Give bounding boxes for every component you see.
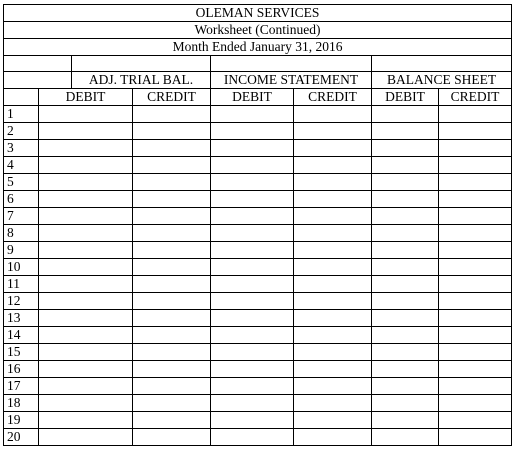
adj-debit-cell[interactable] — [39, 123, 133, 140]
adj-credit-cell[interactable] — [133, 361, 211, 378]
adj-credit-cell[interactable] — [133, 395, 211, 412]
is-credit-cell[interactable] — [294, 310, 372, 327]
adj-credit-cell[interactable] — [133, 344, 211, 361]
bs-credit-cell[interactable] — [439, 344, 512, 361]
adj-credit-cell[interactable] — [133, 378, 211, 395]
is-debit-cell[interactable] — [211, 310, 294, 327]
row-number: 6 — [4, 191, 39, 208]
bs-credit-cell[interactable] — [439, 378, 512, 395]
row-number: 16 — [4, 361, 39, 378]
bs-debit-cell[interactable] — [372, 191, 439, 208]
bs-credit-cell[interactable] — [439, 259, 512, 276]
row-number: 4 — [4, 157, 39, 174]
column-header-credit: CREDIT — [294, 89, 372, 106]
adj-debit-cell[interactable] — [39, 412, 133, 429]
is-credit-cell[interactable] — [294, 395, 372, 412]
adj-debit-cell[interactable] — [39, 344, 133, 361]
worksheet-row — [4, 378, 512, 395]
is-debit-cell[interactable] — [211, 429, 294, 446]
worksheet-row — [4, 395, 512, 412]
blank-cell[interactable] — [372, 56, 512, 72]
adj-debit-cell[interactable] — [39, 225, 133, 242]
row-number: 18 — [4, 395, 39, 412]
section-balance-sheet: BALANCE SHEET — [372, 72, 512, 89]
is-debit-cell[interactable] — [211, 123, 294, 140]
adj-debit-cell[interactable] — [39, 327, 133, 344]
company-name: OLEMAN SERVICES — [4, 5, 512, 22]
bs-debit-cell[interactable] — [372, 310, 439, 327]
adj-debit-cell[interactable] — [39, 242, 133, 259]
adj-credit-cell[interactable] — [133, 157, 211, 174]
row-number: 12 — [4, 293, 39, 310]
is-credit-cell[interactable] — [294, 242, 372, 259]
adj-credit-cell[interactable] — [133, 293, 211, 310]
row-number: 14 — [4, 327, 39, 344]
column-header-credit: CREDIT — [133, 89, 211, 106]
is-credit-cell[interactable] — [294, 327, 372, 344]
bs-debit-cell[interactable] — [372, 429, 439, 446]
worksheet-row — [4, 191, 512, 208]
column-header-debit: DEBIT — [372, 89, 439, 106]
bs-debit-cell[interactable] — [372, 259, 439, 276]
adj-debit-cell[interactable] — [39, 259, 133, 276]
worksheet-row — [4, 242, 512, 259]
account-title-header — [4, 72, 72, 89]
row-number-header — [4, 89, 39, 106]
worksheet-row — [4, 157, 512, 174]
worksheet-row — [4, 259, 512, 276]
column-header-debit: DEBIT — [211, 89, 294, 106]
is-credit-cell[interactable] — [294, 191, 372, 208]
worksheet-row — [4, 106, 512, 123]
is-credit-cell[interactable] — [294, 412, 372, 429]
bs-debit-cell[interactable] — [372, 174, 439, 191]
blank-cell[interactable] — [211, 56, 372, 72]
bs-debit-cell[interactable] — [372, 225, 439, 242]
bs-debit-cell[interactable] — [372, 293, 439, 310]
row-number: 20 — [4, 429, 39, 446]
bs-debit-cell[interactable] — [372, 123, 439, 140]
is-debit-cell[interactable] — [211, 378, 294, 395]
worksheet-title: Worksheet (Continued) — [4, 22, 512, 39]
worksheet-row — [4, 429, 512, 446]
bs-credit-cell[interactable] — [439, 327, 512, 344]
worksheet-row — [4, 327, 512, 344]
adj-credit-cell[interactable] — [133, 106, 211, 123]
row-number: 1 — [4, 106, 39, 123]
bs-credit-cell[interactable] — [439, 310, 512, 327]
bs-credit-cell[interactable] — [439, 276, 512, 293]
bs-credit-cell[interactable] — [439, 361, 512, 378]
adj-credit-cell[interactable] — [133, 208, 211, 225]
worksheet-row — [4, 174, 512, 191]
worksheet-row — [4, 123, 512, 140]
adj-debit-cell[interactable] — [39, 140, 133, 157]
row-number: 13 — [4, 310, 39, 327]
bs-debit-cell[interactable] — [372, 106, 439, 123]
is-debit-cell[interactable] — [211, 276, 294, 293]
adj-debit-cell[interactable] — [39, 191, 133, 208]
adj-credit-cell[interactable] — [133, 140, 211, 157]
is-debit-cell[interactable] — [211, 259, 294, 276]
adj-credit-cell[interactable] — [133, 412, 211, 429]
bs-debit-cell[interactable] — [372, 276, 439, 293]
is-debit-cell[interactable] — [211, 106, 294, 123]
is-credit-cell[interactable] — [294, 123, 372, 140]
worksheet-row — [4, 293, 512, 310]
is-debit-cell[interactable] — [211, 225, 294, 242]
adj-credit-cell[interactable] — [133, 174, 211, 191]
row-number: 10 — [4, 259, 39, 276]
row-number: 15 — [4, 344, 39, 361]
bs-credit-cell[interactable] — [439, 429, 512, 446]
row-number: 9 — [4, 242, 39, 259]
is-credit-cell[interactable] — [294, 378, 372, 395]
worksheet-row — [4, 208, 512, 225]
is-credit-cell[interactable] — [294, 174, 372, 191]
is-debit-cell[interactable] — [211, 293, 294, 310]
bs-debit-cell[interactable] — [372, 344, 439, 361]
is-credit-cell[interactable] — [294, 140, 372, 157]
adj-credit-cell[interactable] — [133, 191, 211, 208]
worksheet-row — [4, 225, 512, 242]
adj-debit-cell[interactable] — [39, 174, 133, 191]
row-number: 7 — [4, 208, 39, 225]
bs-credit-cell[interactable] — [439, 123, 512, 140]
bs-debit-cell[interactable] — [372, 395, 439, 412]
row-number: 8 — [4, 225, 39, 242]
section-adj-trial-bal: ADJ. TRIAL BAL. — [72, 72, 211, 89]
is-credit-cell[interactable] — [294, 429, 372, 446]
is-debit-cell[interactable] — [211, 208, 294, 225]
bs-credit-cell[interactable] — [439, 208, 512, 225]
bs-credit-cell[interactable] — [439, 157, 512, 174]
bs-credit-cell[interactable] — [439, 106, 512, 123]
is-credit-cell[interactable] — [294, 276, 372, 293]
worksheet-row — [4, 310, 512, 327]
bs-credit-cell[interactable] — [439, 225, 512, 242]
is-debit-cell[interactable] — [211, 157, 294, 174]
adj-debit-cell[interactable] — [39, 395, 133, 412]
period-title: Month Ended January 31, 2016 — [4, 39, 512, 56]
bs-debit-cell[interactable] — [372, 361, 439, 378]
is-debit-cell[interactable] — [211, 395, 294, 412]
is-credit-cell[interactable] — [294, 344, 372, 361]
adj-credit-cell[interactable] — [133, 225, 211, 242]
bs-credit-cell[interactable] — [439, 395, 512, 412]
worksheet-table — [3, 4, 512, 446]
row-number: 5 — [4, 174, 39, 191]
is-credit-cell[interactable] — [294, 361, 372, 378]
is-debit-cell[interactable] — [211, 191, 294, 208]
adj-debit-cell[interactable] — [39, 208, 133, 225]
bs-credit-cell[interactable] — [439, 191, 512, 208]
column-header-credit: CREDIT — [439, 89, 512, 106]
bs-credit-cell[interactable] — [439, 174, 512, 191]
row-number: 2 — [4, 123, 39, 140]
adj-debit-cell[interactable] — [39, 310, 133, 327]
is-credit-cell[interactable] — [294, 208, 372, 225]
bs-debit-cell[interactable] — [372, 140, 439, 157]
bs-debit-cell[interactable] — [372, 208, 439, 225]
bs-debit-cell[interactable] — [372, 327, 439, 344]
adj-credit-cell[interactable] — [133, 327, 211, 344]
adj-credit-cell[interactable] — [133, 429, 211, 446]
worksheet-row — [4, 412, 512, 429]
adj-credit-cell[interactable] — [133, 259, 211, 276]
worksheet-row — [4, 276, 512, 293]
adj-credit-cell[interactable] — [133, 276, 211, 293]
adj-credit-cell[interactable] — [133, 123, 211, 140]
is-debit-cell[interactable] — [211, 327, 294, 344]
blank-cell[interactable] — [72, 56, 211, 72]
is-debit-cell[interactable] — [211, 344, 294, 361]
is-credit-cell[interactable] — [294, 293, 372, 310]
column-header-debit: DEBIT — [39, 89, 133, 106]
is-credit-cell[interactable] — [294, 106, 372, 123]
bs-credit-cell[interactable] — [439, 293, 512, 310]
is-credit-cell[interactable] — [294, 259, 372, 276]
bs-debit-cell[interactable] — [372, 378, 439, 395]
bs-credit-cell[interactable] — [439, 140, 512, 157]
adj-debit-cell[interactable] — [39, 293, 133, 310]
adj-debit-cell[interactable] — [39, 378, 133, 395]
bs-debit-cell[interactable] — [372, 242, 439, 259]
adj-credit-cell[interactable] — [133, 310, 211, 327]
worksheet-row — [4, 140, 512, 157]
row-number: 3 — [4, 140, 39, 157]
bs-debit-cell[interactable] — [372, 412, 439, 429]
is-debit-cell[interactable] — [211, 242, 294, 259]
adj-debit-cell[interactable] — [39, 106, 133, 123]
bs-debit-cell[interactable] — [372, 157, 439, 174]
adj-debit-cell[interactable] — [39, 361, 133, 378]
bs-credit-cell[interactable] — [439, 242, 512, 259]
row-number: 19 — [4, 412, 39, 429]
is-credit-cell[interactable] — [294, 157, 372, 174]
section-income-statement: INCOME STATEMENT — [211, 72, 372, 89]
adj-debit-cell[interactable] — [39, 429, 133, 446]
adj-credit-cell[interactable] — [133, 242, 211, 259]
worksheet-row — [4, 361, 512, 378]
row-number: 17 — [4, 378, 39, 395]
worksheet-row — [4, 344, 512, 361]
is-debit-cell[interactable] — [211, 174, 294, 191]
bs-credit-cell[interactable] — [439, 412, 512, 429]
is-credit-cell[interactable] — [294, 225, 372, 242]
adj-debit-cell[interactable] — [39, 157, 133, 174]
is-debit-cell[interactable] — [211, 140, 294, 157]
row-number: 11 — [4, 276, 39, 293]
blank-cell[interactable] — [4, 56, 72, 72]
adj-debit-cell[interactable] — [39, 276, 133, 293]
is-debit-cell[interactable] — [211, 361, 294, 378]
is-debit-cell[interactable] — [211, 412, 294, 429]
